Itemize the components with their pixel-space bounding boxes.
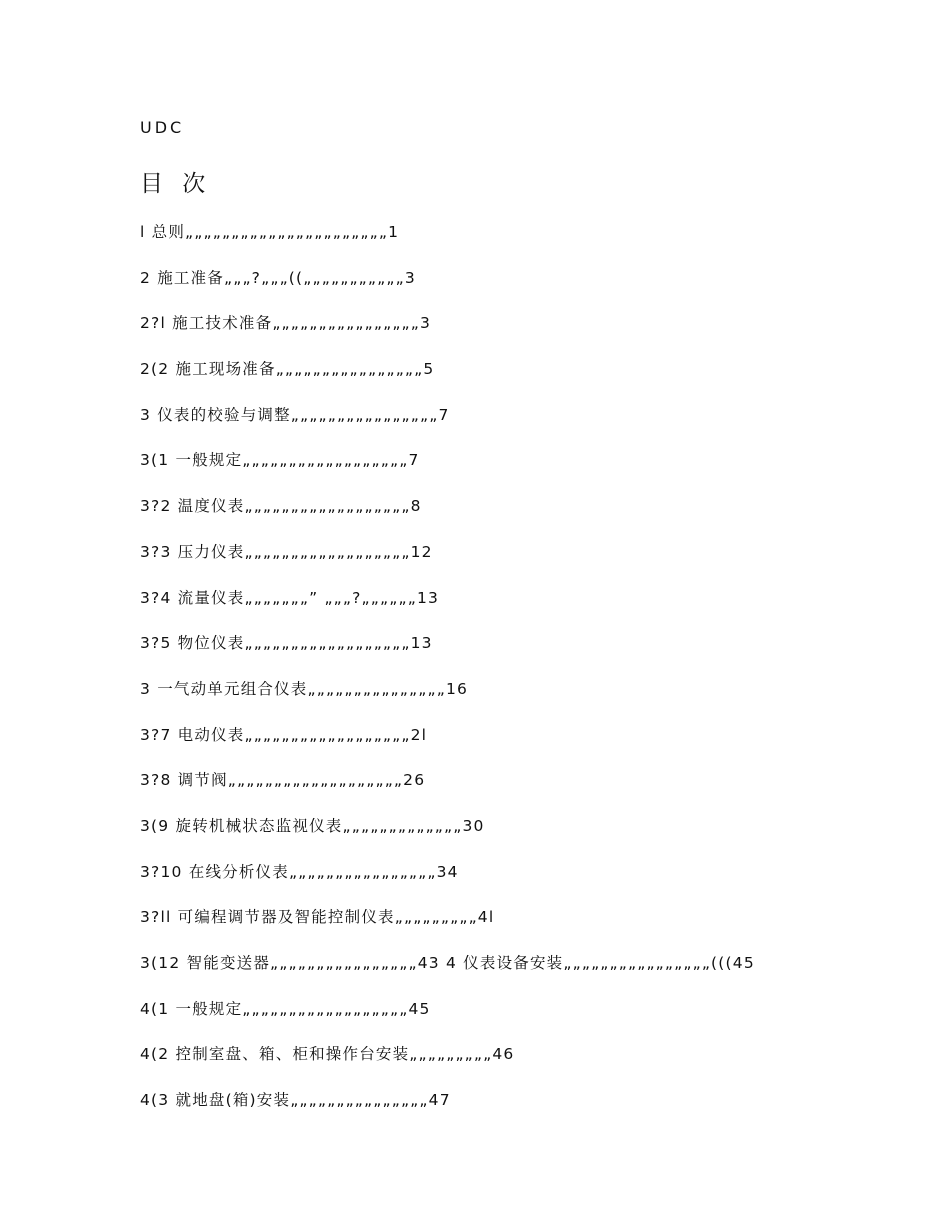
toc-entry: 3?5 物位仪表„„„„„„„„„„„„„„„„„„13: [140, 634, 433, 653]
toc-entry: 3?3 压力仪表„„„„„„„„„„„„„„„„„„12: [140, 542, 433, 561]
toc-title: 目 次: [140, 171, 212, 197]
toc-entry: 4(2 控制室盘、箱、柜和操作台安装„„„„„„„„„46: [140, 1045, 515, 1064]
toc-entry: 3(9 旋转机械状态监视仪表„„„„„„„„„„„„„30: [140, 816, 485, 835]
table-of-contents: [140, 222, 755, 1136]
toc-entry: 3?10 在线分析仪表„„„„„„„„„„„„„„„„34: [140, 862, 459, 881]
toc-entry: 3?7 电动仪表„„„„„„„„„„„„„„„„„„2l: [140, 725, 428, 744]
toc-entry: 3?4 流量仪表„„„„„„„” „„„?„„„„„„13: [140, 588, 440, 607]
toc-entry: 2 施工准备„„„?„„„((„„„„„„„„„„„3: [140, 268, 416, 287]
toc-entry: 3(12 智能变送器„„„„„„„„„„„„„„„„43 4 仪表设备安装„„„„„„„„„„„„„„„„(((45: [140, 954, 755, 972]
toc-entry: 3?8 调节阀„„„„„„„„„„„„„„„„„„„26: [140, 771, 426, 790]
toc-entry: 4(3 就地盘(箱)安装„„„„„„„„„„„„„„„47: [140, 1091, 451, 1110]
toc-entry: 3 仪表的校验与调整„„„„„„„„„„„„„„„„7: [140, 405, 450, 424]
toc-entry: l 总则„„„„„„„„„„„„„„„„„„„„„„1: [140, 223, 400, 241]
toc-entry: 4(1 一般规定„„„„„„„„„„„„„„„„„„45: [140, 999, 431, 1018]
toc-entry: 2?l 施工技术准备„„„„„„„„„„„„„„„„3: [140, 314, 432, 333]
toc-entry: 3?ll 可编程调节器及智能控制仪表„„„„„„„„„4l: [140, 908, 495, 927]
toc-entry: 3?2 温度仪表„„„„„„„„„„„„„„„„„„8: [140, 497, 422, 516]
udc-code: UDC: [140, 118, 185, 137]
toc-entry: 3 一气动单元组合仪表„„„„„„„„„„„„„„„16: [140, 679, 469, 698]
toc-entry: 2(2 施工现场准备„„„„„„„„„„„„„„„„5: [140, 360, 435, 379]
toc-entry: 3(1 一般规定„„„„„„„„„„„„„„„„„„7: [140, 451, 420, 470]
